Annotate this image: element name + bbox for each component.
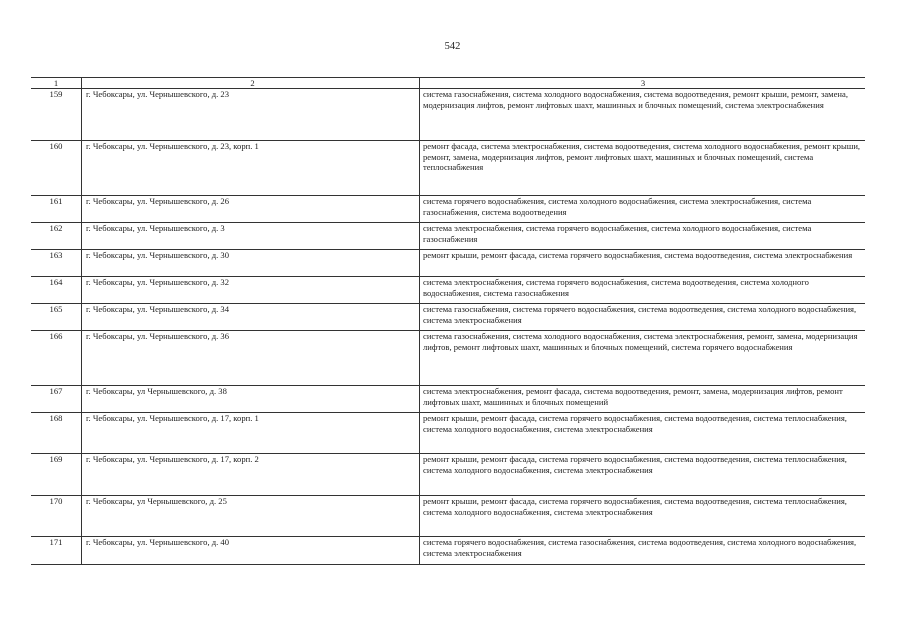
header-col-1: 1 xyxy=(31,78,82,89)
row-number: 163 xyxy=(31,250,82,277)
row-works: система газоснабжения, система горячего водоснабжения, система водоотведения, система холодного водоснабжения, система электроснабжения xyxy=(420,304,866,331)
header-col-2: 2 xyxy=(82,78,420,89)
row-number: 160 xyxy=(31,141,82,196)
row-number: 164 xyxy=(31,277,82,304)
table-row xyxy=(31,141,865,196)
table-row xyxy=(31,413,865,454)
table-row xyxy=(31,496,865,537)
table-body xyxy=(31,89,865,565)
row-number: 170 xyxy=(31,496,82,537)
row-works: система электроснабжения, ремонт фасада, система водоотведения, ремонт, замена, модернизация лифтов, ремонт лифтовых шахт, машинных и блочных помещений xyxy=(420,386,866,413)
table-row xyxy=(31,331,865,386)
row-address: г. Чебоксары, ул. Чернышевского, д. 3 xyxy=(82,223,420,250)
row-address: г. Чебоксары, ул. Чернышевского, д. 26 xyxy=(82,196,420,223)
row-address: г. Чебоксары, ул Чернышевского, д. 25 xyxy=(82,496,420,537)
row-address: г. Чебоксары, ул. Чернышевского, д. 32 xyxy=(82,277,420,304)
table-row xyxy=(31,223,865,250)
row-address: г. Чебоксары, ул. Чернышевского, д. 40 xyxy=(82,537,420,565)
row-works: ремонт крыши, ремонт фасада, система горячего водоснабжения, система водоотведения, система теплоснабжения, система холодного водоснабжения, система электроснабжения xyxy=(420,454,866,496)
table-row xyxy=(31,89,865,141)
row-works: ремонт крыши, ремонт фасада, система горячего водоснабжения, система водоотведения, система теплоснабжения, система холодного водоснабжения, система электроснабжения xyxy=(420,496,866,537)
row-works: система горячего водоснабжения, система газоснабжения, система водоотведения, система холодного водоснабжения, система электроснабжения xyxy=(420,537,866,565)
row-address: г. Чебоксары, ул. Чернышевского, д. 23 xyxy=(82,89,420,141)
row-address: г. Чебоксары, ул. Чернышевского, д. 23, корп. 1 xyxy=(82,141,420,196)
row-works: система электроснабжения, система горячего водоснабжения, система водоотведения, система холодного водоснабжения, система газоснабжения xyxy=(420,277,866,304)
row-number: 169 xyxy=(31,454,82,496)
row-number: 167 xyxy=(31,386,82,413)
row-address: г. Чебоксары, ул. Чернышевского, д. 17, корп. 1 xyxy=(82,413,420,454)
row-address: г. Чебоксары, ул. Чернышевского, д. 17, корп. 2 xyxy=(82,454,420,496)
table-row xyxy=(31,304,865,331)
row-number: 168 xyxy=(31,413,82,454)
row-works: система горячего водоснабжения, система холодного водоснабжения, система электроснабжения, система газоснабжения, система водоотведения xyxy=(420,196,866,223)
header-col-3: 3 xyxy=(420,78,866,89)
row-works: система газоснабжения, система холодного водоснабжения, система электроснабжения, ремонт, замена, модернизация лифтов, ремонт лифтовых шахт, машинных и блочных помещений, система горячего водоснабжения xyxy=(420,331,866,386)
header-row xyxy=(31,78,865,89)
table-header xyxy=(31,78,865,89)
table-row xyxy=(31,250,865,277)
row-address: г. Чебоксары, ул. Чернышевского, д. 36 xyxy=(82,331,420,386)
table-row xyxy=(31,454,865,496)
row-number: 162 xyxy=(31,223,82,250)
row-works: ремонт фасада, система электроснабжения, система водоотведения, система холодного водоснабжения, ремонт крыши, ремонт, замена, модернизация лифтов, ремонт лифтовых шахт, машинных и блочных помещений, система теплоснабжения xyxy=(420,141,866,196)
row-number: 159 xyxy=(31,89,82,141)
row-works: ремонт крыши, ремонт фасада, система горячего водоснабжения, система водоотведения, система электроснабжения xyxy=(420,250,866,277)
row-works: система газоснабжения, система холодного водоснабжения, система водоотведения, ремонт крыши, ремонт, замена, модернизация лифтов, ремонт лифтовых шахт, машинных и блочных помещений, система электроснабжения xyxy=(420,89,866,141)
table-row xyxy=(31,537,865,565)
row-address: г. Чебоксары, ул. Чернышевского, д. 34 xyxy=(82,304,420,331)
row-number: 165 xyxy=(31,304,82,331)
row-address: г. Чебоксары, ул. Чернышевского, д. 30 xyxy=(82,250,420,277)
table-row xyxy=(31,277,865,304)
address-works-table xyxy=(31,77,865,565)
page-number: 542 xyxy=(444,41,461,52)
row-number: 161 xyxy=(31,196,82,223)
table-row xyxy=(31,386,865,413)
row-works: ремонт крыши, ремонт фасада, система горячего водоснабжения, система водоотведения, система теплоснабжения, система холодного водоснабжения, система электроснабжения xyxy=(420,413,866,454)
row-number: 171 xyxy=(31,537,82,565)
row-number: 166 xyxy=(31,331,82,386)
row-works: система электроснабжения, система горячего водоснабжения, система холодного водоснабжения, система газоснабжения xyxy=(420,223,866,250)
row-address: г. Чебоксары, ул Чернышевского, д. 38 xyxy=(82,386,420,413)
table-row xyxy=(31,196,865,223)
